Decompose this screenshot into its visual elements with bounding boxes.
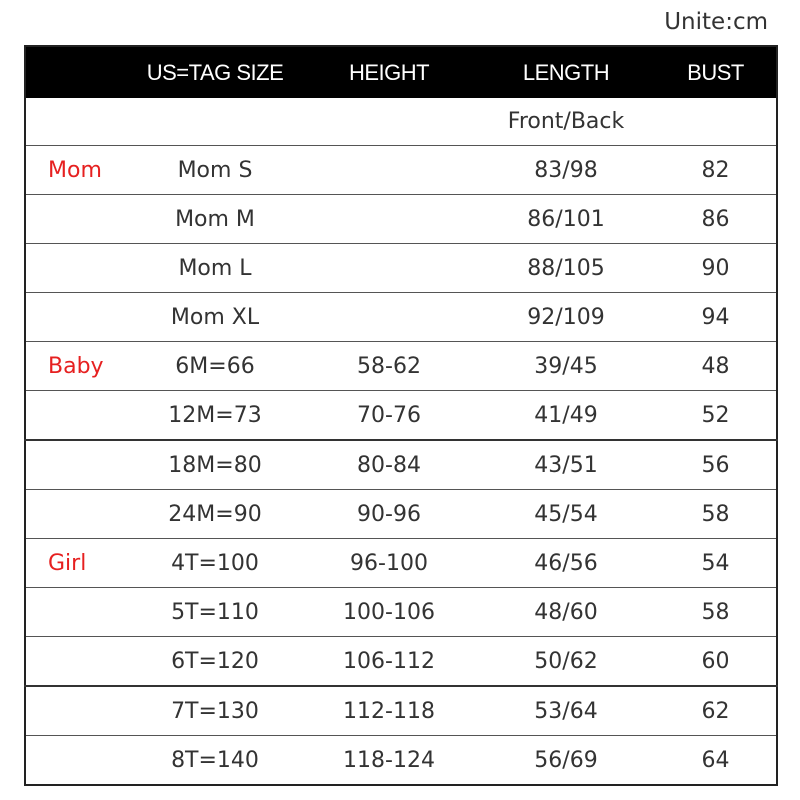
table-row <box>25 637 777 687</box>
bust-cell: 82 <box>701 157 730 183</box>
group-label-cell <box>25 195 129 244</box>
group-label-cell <box>25 293 129 342</box>
tag-size-cell: 24M=90 <box>168 501 262 527</box>
header-cell-tag-size: US=TAG SIZE <box>129 46 301 98</box>
height-cell: 118-124 <box>343 747 435 773</box>
length-cell: 50/62 <box>534 648 598 674</box>
length-cell: 46/56 <box>534 550 598 576</box>
length-cell: 56/69 <box>534 747 598 773</box>
height-cell <box>301 146 477 195</box>
table-row <box>25 293 777 342</box>
table-row <box>25 440 777 490</box>
group-label-cell <box>25 736 129 786</box>
length-cell: 83/98 <box>534 157 598 183</box>
table-row <box>25 244 777 293</box>
header-cell-height: HEIGHT <box>301 46 477 98</box>
subheader-cell <box>129 98 301 146</box>
height-cell: 112-118 <box>343 698 435 724</box>
header-row <box>25 46 777 98</box>
table-row <box>25 588 777 637</box>
bust-cell: 52 <box>701 402 730 428</box>
table-row <box>25 195 777 244</box>
tag-size-cell: 6M=66 <box>175 353 255 379</box>
table-row <box>25 539 777 588</box>
table-row <box>25 342 777 391</box>
tag-size-cell: 4T=100 <box>171 550 259 576</box>
subheader-cell <box>301 98 477 146</box>
group-label-cell <box>25 686 129 736</box>
length-cell: 48/60 <box>534 599 598 625</box>
tag-size-cell: 6T=120 <box>171 648 259 674</box>
bust-cell: 94 <box>701 304 730 330</box>
tag-size-cell: 5T=110 <box>171 599 259 625</box>
length-cell: 43/51 <box>534 452 598 478</box>
tag-size-cell: 12M=73 <box>168 402 262 428</box>
group-label-cell <box>25 391 129 441</box>
tag-size-cell: Mom S <box>177 157 253 183</box>
subheader-row <box>25 98 777 146</box>
bust-cell: 62 <box>701 698 730 724</box>
tag-size-cell: 8T=140 <box>171 747 259 773</box>
table-row <box>25 146 777 195</box>
length-cell: 53/64 <box>534 698 598 724</box>
height-cell: 70-76 <box>357 402 421 428</box>
bust-cell: 64 <box>701 747 730 773</box>
group-label-baby: Baby <box>48 353 104 379</box>
bust-cell: 56 <box>701 452 730 478</box>
tag-size-cell: Mom XL <box>170 304 260 330</box>
length-cell: 45/54 <box>534 501 598 527</box>
tag-size-cell: Mom L <box>178 255 252 281</box>
group-label-cell <box>25 637 129 687</box>
group-label-mom: Mom <box>48 157 102 183</box>
height-cell: 80-84 <box>357 452 421 478</box>
tag-size-cell: 7T=130 <box>171 698 259 724</box>
table-row <box>25 686 777 736</box>
height-cell: 58-62 <box>357 353 421 379</box>
height-cell: 100-106 <box>343 599 435 625</box>
group-label-cell <box>25 244 129 293</box>
bust-cell: 90 <box>701 255 730 281</box>
length-cell: 92/109 <box>527 304 605 330</box>
subheader-cell <box>25 98 129 146</box>
unit-label: Unite:cm <box>664 9 768 35</box>
length-cell: 86/101 <box>527 206 605 232</box>
header-cell-length: LENGTH <box>477 46 655 98</box>
tag-size-cell: 18M=80 <box>168 452 262 478</box>
group-label-girl: Girl <box>48 550 87 576</box>
table-row <box>25 736 777 786</box>
group-label-cell <box>25 588 129 637</box>
table-row <box>25 490 777 539</box>
length-cell: 88/105 <box>527 255 605 281</box>
tag-size-cell: Mom M <box>175 206 255 232</box>
bust-cell: 60 <box>701 648 730 674</box>
bust-cell: 58 <box>701 599 730 625</box>
table-row <box>25 391 777 441</box>
height-cell: 90-96 <box>357 501 421 527</box>
length-cell: 39/45 <box>534 353 598 379</box>
height-cell <box>301 195 477 244</box>
height-cell <box>301 293 477 342</box>
bust-cell: 54 <box>701 550 730 576</box>
bust-cell: 48 <box>701 353 730 379</box>
subheader-cell <box>655 98 777 146</box>
header-cell-bust: BUST <box>655 46 777 98</box>
bust-cell: 86 <box>701 206 730 232</box>
subheader-cell-front-back: Front/Back <box>507 109 625 134</box>
length-cell: 41/49 <box>534 402 598 428</box>
height-cell <box>301 244 477 293</box>
group-label-cell <box>25 490 129 539</box>
header-cell-group <box>25 46 129 98</box>
height-cell: 96-100 <box>350 550 428 576</box>
bust-cell: 58 <box>701 501 730 527</box>
group-label-cell <box>25 440 129 490</box>
size-chart-table <box>24 45 778 786</box>
height-cell: 106-112 <box>343 648 435 674</box>
